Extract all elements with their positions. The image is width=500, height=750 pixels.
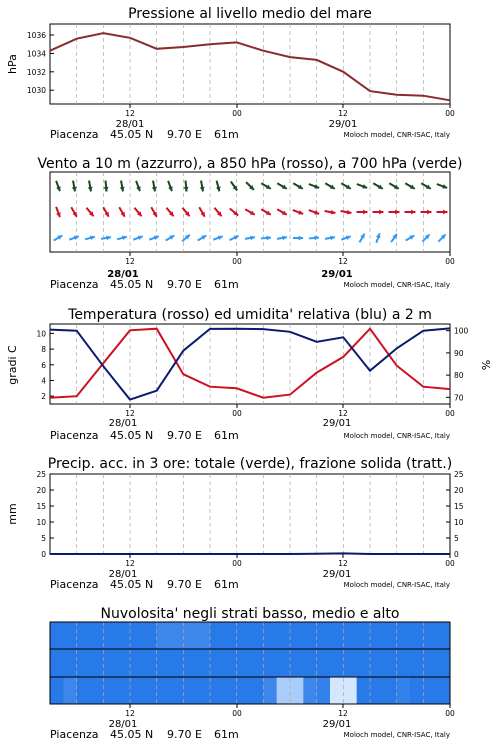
pressure-footer bbox=[50, 128, 450, 141]
wind-arrow-10m bbox=[85, 236, 95, 241]
temperature-line bbox=[50, 329, 450, 398]
wind-arrow-850 bbox=[103, 207, 109, 217]
precip-date-2: 29/01 bbox=[322, 569, 352, 580]
wind-arrow-10m bbox=[117, 236, 127, 241]
cloud-cell bbox=[303, 649, 317, 677]
wind-arrow-850 bbox=[86, 208, 93, 216]
x-tick-label: 12 bbox=[125, 257, 135, 266]
wind-arrow-700 bbox=[421, 183, 431, 189]
footer-model: Moloch model, CNR-ISAC, Italy bbox=[343, 581, 450, 589]
arrow-head bbox=[395, 210, 399, 215]
cloud-footer bbox=[50, 728, 450, 741]
y-tick-label: 1030 bbox=[26, 86, 46, 96]
cloud-cell bbox=[250, 677, 264, 704]
precip-yticks-right bbox=[446, 470, 464, 559]
wind-arrow-700 bbox=[389, 183, 399, 189]
cloud-cell bbox=[237, 677, 251, 704]
footer-model: Moloch model, CNR-ISAC, Italy bbox=[343, 131, 450, 139]
wind-arrow-850 bbox=[421, 210, 432, 215]
wind-arrow-850 bbox=[261, 209, 271, 215]
arrow-head bbox=[299, 236, 303, 241]
x-tick-label: 00 bbox=[232, 559, 242, 568]
wind-panel bbox=[37, 156, 462, 291]
precip-line bbox=[50, 553, 450, 554]
cloud-cell bbox=[183, 677, 197, 704]
cloud-cell bbox=[77, 677, 91, 704]
footer-elev: 61m bbox=[214, 429, 239, 442]
wind-arrow-700 bbox=[72, 181, 77, 192]
y-tick-label: 10 bbox=[36, 518, 46, 527]
wind-footer bbox=[50, 278, 450, 291]
cloud-cell bbox=[223, 622, 237, 649]
cloud-cell bbox=[410, 622, 424, 649]
wind-arrow-10m bbox=[166, 236, 175, 241]
x-tick-label: 00 bbox=[232, 709, 242, 718]
x-tick-label: 12 bbox=[125, 409, 135, 418]
wind-xticks bbox=[125, 252, 455, 266]
wind-arrow-700 bbox=[104, 181, 109, 192]
x-tick-label: 00 bbox=[445, 559, 455, 568]
cloud-cell bbox=[383, 677, 397, 704]
cloud-cell bbox=[343, 677, 357, 704]
pressure-date-2: 29/01 bbox=[328, 119, 358, 130]
y-tick-label: 15 bbox=[36, 502, 46, 511]
wind-arrow-10m bbox=[198, 236, 207, 241]
wind-arrow-700 bbox=[373, 183, 383, 189]
wind-arrow-700 bbox=[405, 183, 415, 189]
wind-date-1: 28/01 bbox=[107, 269, 139, 280]
cloud-cell bbox=[290, 622, 304, 649]
x-tick-label: 00 bbox=[232, 109, 242, 118]
footer-lon: 9.70 E bbox=[167, 578, 202, 591]
wind-arrow-700 bbox=[184, 181, 189, 192]
cloud-cell bbox=[117, 677, 131, 704]
wind-arrow-850 bbox=[341, 210, 352, 215]
pressure-ylabel: hPa bbox=[6, 54, 19, 74]
x-tick-label: 00 bbox=[445, 109, 455, 118]
y-tick-label: 25 bbox=[36, 470, 46, 479]
cloud-cell bbox=[50, 622, 64, 649]
cloud-cell bbox=[410, 677, 424, 704]
precip-panel bbox=[6, 456, 464, 591]
cloud-cell bbox=[263, 677, 277, 704]
wind-arrow-10m bbox=[391, 234, 397, 242]
wind-arrow-10m bbox=[293, 236, 303, 241]
y-tick-label: 25 bbox=[454, 470, 464, 479]
wind-arrow-700 bbox=[231, 181, 237, 190]
wind-arrow-10m bbox=[438, 234, 445, 241]
cloud-cell bbox=[90, 649, 104, 677]
wind-arrow-850 bbox=[199, 207, 205, 217]
temperature-date-2: 29/01 bbox=[322, 418, 352, 429]
humidity-ylabel: % bbox=[480, 359, 493, 371]
footer-lat: 45.05 N bbox=[110, 578, 154, 591]
wind-arrow-850 bbox=[405, 210, 416, 215]
footer-place: Piacenza bbox=[50, 128, 99, 141]
y-tick-label: 90 bbox=[454, 348, 464, 358]
precip-grid bbox=[77, 474, 424, 554]
x-tick-label: 12 bbox=[338, 109, 348, 118]
cloud-cell bbox=[330, 649, 344, 677]
temperature-date-1: 28/01 bbox=[108, 418, 138, 429]
cloud-cell bbox=[77, 649, 91, 677]
wind-arrow-700 bbox=[152, 181, 157, 192]
wind-arrow-850 bbox=[389, 210, 400, 215]
x-tick-label: 12 bbox=[125, 109, 135, 118]
cloud-cell bbox=[437, 649, 451, 677]
cloud-cell bbox=[357, 622, 371, 649]
wind-arrow-10m bbox=[406, 236, 415, 241]
wind-arrow-850 bbox=[293, 210, 303, 215]
y-tick-label: 6 bbox=[41, 360, 46, 370]
wind-arrow-850 bbox=[325, 210, 336, 215]
cloud-cell bbox=[383, 622, 397, 649]
footer-lon: 9.70 E bbox=[167, 429, 202, 442]
pressure-frame bbox=[50, 24, 450, 104]
y-tick-label: 70 bbox=[454, 393, 464, 403]
wind-arrow-10m bbox=[309, 236, 319, 241]
cloud-cell bbox=[343, 622, 357, 649]
cloud-cell bbox=[197, 677, 211, 704]
cloud-cell bbox=[63, 649, 77, 677]
arrow-head bbox=[443, 210, 447, 215]
cloud-cell bbox=[210, 649, 224, 677]
wind-date-2: 29/01 bbox=[321, 269, 353, 280]
wind-arrow-10m bbox=[69, 236, 78, 241]
cloud-cell bbox=[130, 677, 144, 704]
cloud-cell bbox=[330, 622, 344, 649]
cloud-cell bbox=[130, 622, 144, 649]
wind-arrow-700 bbox=[88, 181, 93, 192]
wind-arrow-10m bbox=[54, 236, 63, 241]
cloud-heatmap bbox=[50, 622, 451, 704]
pressure-date-1: 28/01 bbox=[115, 119, 145, 130]
y-tick-label: 0 bbox=[41, 550, 46, 559]
wind-arrow-850 bbox=[373, 210, 384, 215]
cloud-cell bbox=[437, 677, 451, 704]
cloud-cell bbox=[357, 677, 371, 704]
cloud-cell bbox=[170, 677, 184, 704]
temperature-footer bbox=[50, 429, 450, 442]
wind-arrow-850 bbox=[437, 210, 448, 215]
cloud-cell bbox=[223, 677, 237, 704]
precip-date-1: 28/01 bbox=[108, 569, 138, 580]
x-tick-label: 00 bbox=[232, 257, 242, 266]
footer-elev: 61m bbox=[214, 278, 239, 291]
cloud-cell bbox=[143, 622, 157, 649]
pressure-line bbox=[50, 33, 450, 100]
wind-arrow-700 bbox=[309, 184, 319, 189]
cloud-cell bbox=[143, 677, 157, 704]
wind-arrow-700 bbox=[56, 181, 61, 191]
cloud-cell bbox=[103, 677, 117, 704]
wind-arrow-700 bbox=[261, 183, 271, 189]
cloud-date-1: 28/01 bbox=[108, 719, 138, 730]
cloud-cell bbox=[410, 649, 424, 677]
temperature-xticks bbox=[125, 404, 455, 418]
cloud-cell bbox=[370, 677, 384, 704]
cloud-cell bbox=[357, 649, 371, 677]
cloud-cell bbox=[157, 622, 171, 649]
cloud-cell bbox=[143, 649, 157, 677]
precip-footer bbox=[50, 578, 450, 591]
footer-model: Moloch model, CNR-ISAC, Italy bbox=[343, 432, 450, 440]
cloud-cell bbox=[183, 649, 197, 677]
arrow-head bbox=[379, 210, 383, 215]
cloud-xticks bbox=[125, 704, 455, 718]
footer-model: Moloch model, CNR-ISAC, Italy bbox=[343, 281, 450, 289]
cloud-cell bbox=[343, 649, 357, 677]
wind-arrow-700 bbox=[120, 181, 125, 192]
footer-elev: 61m bbox=[214, 128, 239, 141]
wind-arrows bbox=[54, 181, 448, 243]
wind-arrow-10m bbox=[213, 236, 222, 241]
wind-arrow-10m bbox=[277, 236, 287, 241]
temperature-panel bbox=[6, 307, 493, 442]
precip-xticks bbox=[125, 554, 455, 568]
wind-arrow-10m bbox=[360, 234, 365, 243]
wind-arrow-850 bbox=[119, 207, 125, 217]
cloud-cell bbox=[63, 677, 77, 704]
wind-arrow-850 bbox=[151, 207, 157, 217]
cloud-cell bbox=[50, 677, 64, 704]
wind-arrow-10m bbox=[133, 236, 142, 241]
cloud-cell bbox=[317, 649, 331, 677]
cloud-cell bbox=[90, 622, 104, 649]
cloud-cell bbox=[397, 677, 411, 704]
x-tick-label: 12 bbox=[338, 257, 348, 266]
footer-place: Piacenza bbox=[50, 728, 99, 741]
y-tick-label: 4 bbox=[41, 376, 46, 386]
footer-place: Piacenza bbox=[50, 429, 99, 442]
wind-arrow-10m bbox=[229, 236, 238, 241]
cloud-cell bbox=[423, 677, 437, 704]
cloud-cell bbox=[237, 649, 251, 677]
pressure-title: Pressione al livello medio del mare bbox=[128, 6, 372, 22]
footer-lon: 9.70 E bbox=[167, 728, 202, 741]
precip-yticks bbox=[36, 470, 54, 559]
cloud-cell bbox=[210, 677, 224, 704]
y-tick-label: 0 bbox=[454, 550, 459, 559]
temperature-title: Temperatura (rosso) ed umidita' relativa (blu) a 2 m bbox=[68, 307, 432, 323]
cloud-cell bbox=[170, 622, 184, 649]
wind-arrow-850 bbox=[245, 209, 255, 215]
wind-arrow-10m bbox=[376, 233, 381, 242]
footer-lon: 9.70 E bbox=[167, 128, 202, 141]
cloud-cell bbox=[317, 622, 331, 649]
cloud-cell bbox=[423, 649, 437, 677]
cloud-cell bbox=[397, 622, 411, 649]
cloud-cell bbox=[223, 649, 237, 677]
footer-lon: 9.70 E bbox=[167, 278, 202, 291]
wind-arrow-850 bbox=[277, 209, 287, 215]
wind-arrow-10m bbox=[341, 236, 350, 241]
cloud-cell bbox=[117, 622, 131, 649]
y-tick-label: 15 bbox=[454, 502, 464, 511]
cloud-cell bbox=[117, 649, 131, 677]
cloud-cell bbox=[77, 622, 91, 649]
cloud-cell bbox=[303, 622, 317, 649]
wind-arrow-850 bbox=[56, 207, 61, 217]
cloud-cell bbox=[103, 649, 117, 677]
y-tick-label: 5 bbox=[41, 534, 46, 543]
precip-frame bbox=[50, 474, 450, 554]
wind-arrow-850 bbox=[309, 210, 319, 215]
footer-lat: 45.05 N bbox=[110, 728, 154, 741]
y-tick-label: 1032 bbox=[26, 67, 46, 77]
humidity-line bbox=[50, 328, 450, 399]
y-tick-label: 20 bbox=[36, 486, 46, 495]
wind-arrow-10m bbox=[149, 236, 158, 241]
wind-arrow-10m bbox=[325, 236, 335, 241]
wind-arrow-700 bbox=[437, 184, 447, 189]
y-tick-label: 20 bbox=[454, 486, 464, 495]
y-tick-label: 2 bbox=[41, 392, 46, 402]
arrow-head bbox=[411, 210, 415, 215]
cloud-cell bbox=[250, 622, 264, 649]
cloud-cell bbox=[423, 622, 437, 649]
wind-arrow-850 bbox=[214, 208, 221, 216]
wind-title: Vento a 10 m (azzurro), a 850 hPa (rosso), a 700 hPa (verde) bbox=[37, 156, 463, 172]
wind-arrow-700 bbox=[341, 183, 351, 189]
precip-title: Precip. acc. in 3 ore: totale (verde), frazione solida (tratt.) bbox=[47, 456, 453, 472]
cloud-cell bbox=[317, 677, 331, 704]
cloud-cell bbox=[263, 649, 277, 677]
x-tick-label: 12 bbox=[125, 559, 135, 568]
arrow-head bbox=[104, 187, 109, 192]
cloud-cell bbox=[210, 622, 224, 649]
cloud-cell bbox=[157, 649, 171, 677]
cloud-title: Nuvolosita' negli strati basso, medio e alto bbox=[100, 606, 400, 622]
cloud-cell bbox=[330, 677, 344, 704]
cloud-cell bbox=[63, 622, 77, 649]
humidity-yticks bbox=[446, 327, 469, 403]
cloud-cell bbox=[90, 677, 104, 704]
cloud-cell bbox=[250, 649, 264, 677]
y-tick-label: 100 bbox=[454, 326, 469, 336]
cloud-panel bbox=[50, 606, 455, 741]
cloud-cell bbox=[437, 622, 451, 649]
arrow-head bbox=[184, 187, 189, 192]
footer-lat: 45.05 N bbox=[110, 429, 154, 442]
cloud-cell bbox=[197, 622, 211, 649]
y-tick-label: 8 bbox=[41, 345, 46, 355]
cloud-cell bbox=[397, 649, 411, 677]
x-tick-label: 00 bbox=[445, 409, 455, 418]
temperature-ylabel: gradi C bbox=[6, 345, 19, 385]
cloud-cell bbox=[370, 622, 384, 649]
arrow-head bbox=[427, 210, 431, 215]
pressure-panel bbox=[6, 6, 455, 141]
wind-arrow-700 bbox=[200, 181, 205, 192]
wind-arrow-10m bbox=[101, 236, 111, 241]
x-tick-label: 12 bbox=[338, 409, 348, 418]
footer-place: Piacenza bbox=[50, 578, 99, 591]
cloud-cell bbox=[263, 622, 277, 649]
cloud-cell bbox=[277, 622, 291, 649]
pressure-xticks bbox=[125, 104, 455, 118]
cloud-cell bbox=[370, 649, 384, 677]
cloud-cell bbox=[130, 649, 144, 677]
wind-arrow-700 bbox=[293, 183, 303, 189]
cloud-cell bbox=[103, 622, 117, 649]
cloud-cell bbox=[290, 649, 304, 677]
y-tick-label: 10 bbox=[454, 518, 464, 527]
wind-arrow-850 bbox=[166, 208, 173, 216]
x-tick-label: 12 bbox=[338, 559, 348, 568]
cloud-cell bbox=[277, 649, 291, 677]
x-tick-label: 00 bbox=[445, 709, 455, 718]
y-tick-label: 5 bbox=[454, 534, 459, 543]
x-tick-label: 00 bbox=[232, 409, 242, 418]
y-tick-label: 10 bbox=[36, 329, 46, 339]
y-tick-label: 80 bbox=[454, 371, 464, 381]
y-tick-label: 1034 bbox=[26, 49, 46, 59]
wind-arrow-10m bbox=[245, 236, 255, 241]
footer-lat: 45.05 N bbox=[110, 128, 154, 141]
wind-arrow-850 bbox=[134, 208, 141, 216]
wind-arrow-700 bbox=[168, 181, 173, 191]
wind-arrow-700 bbox=[325, 183, 335, 189]
x-tick-label: 00 bbox=[445, 257, 455, 266]
cloud-cell bbox=[237, 622, 251, 649]
wind-arrow-700 bbox=[216, 181, 221, 192]
cloud-cell bbox=[277, 677, 291, 704]
footer-elev: 61m bbox=[214, 578, 239, 591]
wind-arrow-700 bbox=[357, 184, 367, 189]
precip-ylabel: mm bbox=[6, 503, 19, 525]
cloud-cell bbox=[183, 622, 197, 649]
cloud-cell bbox=[157, 677, 171, 704]
wind-arrow-700 bbox=[246, 182, 254, 190]
footer-elev: 61m bbox=[214, 728, 239, 741]
cloud-cell bbox=[303, 677, 317, 704]
wind-arrow-700 bbox=[136, 181, 141, 191]
x-tick-label: 12 bbox=[338, 709, 348, 718]
wind-arrow-850 bbox=[357, 210, 368, 215]
cloud-cell bbox=[50, 649, 64, 677]
arrow-head bbox=[363, 210, 367, 215]
wind-arrow-700 bbox=[277, 183, 287, 189]
cloud-cell bbox=[197, 649, 211, 677]
temperature-yticks bbox=[36, 329, 54, 401]
footer-place: Piacenza bbox=[50, 278, 99, 291]
cloud-cell bbox=[290, 677, 304, 704]
cloud-date-2: 29/01 bbox=[322, 719, 352, 730]
cloud-cell bbox=[170, 649, 184, 677]
y-tick-label: 1036 bbox=[26, 31, 46, 41]
cloud-cell bbox=[383, 649, 397, 677]
x-tick-label: 12 bbox=[125, 709, 135, 718]
footer-lat: 45.05 N bbox=[110, 278, 154, 291]
wind-arrow-10m bbox=[261, 236, 271, 241]
footer-model: Moloch model, CNR-ISAC, Italy bbox=[343, 731, 450, 739]
arrow-head bbox=[266, 236, 271, 241]
wind-arrow-850 bbox=[71, 207, 77, 217]
